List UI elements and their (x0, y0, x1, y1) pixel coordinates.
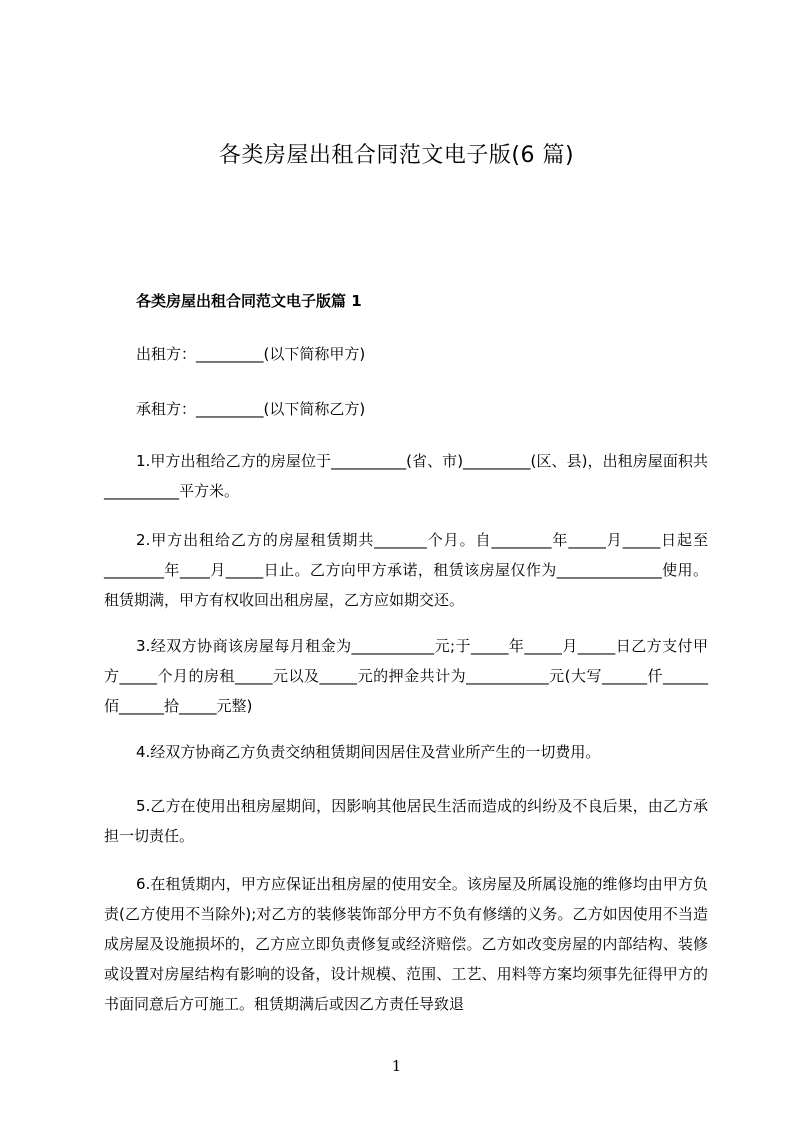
paragraph-clause-5: 5.乙方在使用出租房屋期间，因影响其他居民生活而造成的纠纷及不良后果，由乙方承担一切责任。 (104, 797, 708, 845)
paragraph-clause-4: 4.经双方协商乙方负责交纳租赁期间因居住及营业所产生的一切费用。 (136, 743, 601, 761)
paragraph-lessor: 出租方：_________(以下简称甲方) (136, 345, 366, 363)
paragraph-clause-3: 3.经双方协商该房屋每月租金为___________元;于_____年_____月_____日乙方支付甲方_____个月的房租_____元以及_____元的押金共计为___________元(大写______仟______佰______拾_____元整) (104, 637, 708, 715)
paragraph-lessee: 承租方：_________(以下简称乙方) (136, 400, 366, 418)
document-title: 各类房屋出租合同范文电子版(6 篇) (218, 143, 575, 168)
paragraph-clause-6: 6.在租赁期内，甲方应保证出租房屋的使用安全。该房屋及所属设施的维修均由甲方负责(乙方使用不当除外);对乙方的装修装饰部分甲方不负有修缮的义务。乙方如因使用不当造成房屋及设施损坏的，乙方应立即负责修复或经济赔偿。乙方如改变房屋的内部结构、装修或设置对房屋结构有影响的设备，设计规模、范围、工艺、用料等方案均须事先征得甲方的书面同意后方可施工。租赁期满后或因乙方责任导致退 (104, 875, 708, 1013)
paragraph-clause-2: 2.甲方出租给乙方的房屋租赁期共_______个月。自________年_____月_____日起至________年____月_____日止。乙方向甲方承诺，租赁该房屋仅作为______________使用。租赁期满，甲方有权收回出租房屋，乙方应如期交还。 (104, 531, 708, 609)
section-heading: 各类房屋出租合同范文电子版篇 1 (136, 292, 362, 310)
page-number: 1 (391, 1057, 402, 1075)
paragraph-clause-1: 1.甲方出租给乙方的房屋位于__________(省、市)_________(区、县)，出租房屋面积共__________平方米。 (104, 452, 708, 500)
